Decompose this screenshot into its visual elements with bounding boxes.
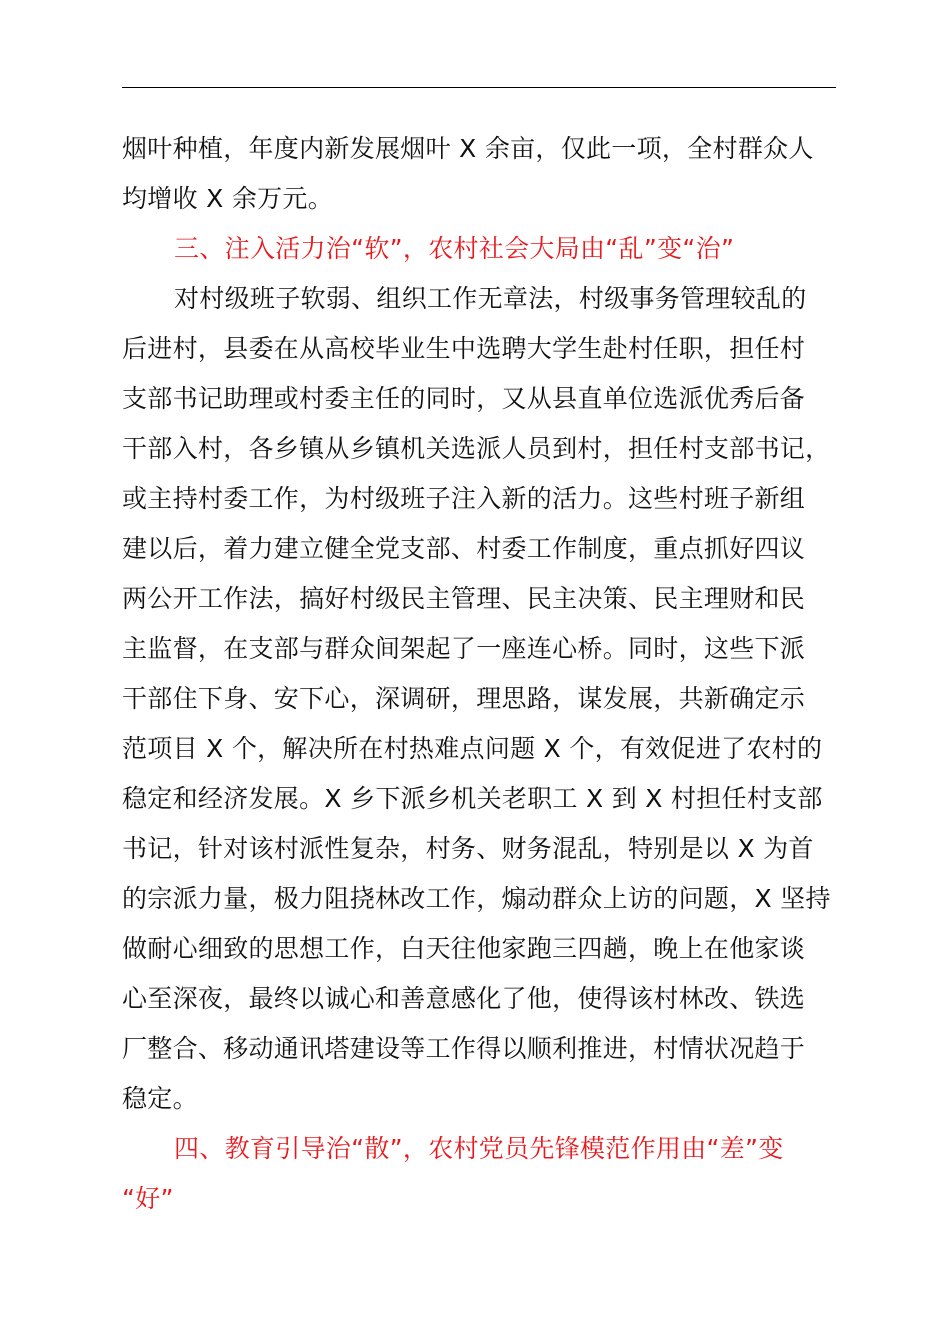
text-line: 两公开工作法，搞好村级民主管理、民主决策、民主理财和民: [122, 584, 806, 613]
text-line: 烟叶种植，年度内新发展烟叶 X 余亩，仅此一项，全村群众人: [122, 134, 814, 163]
paragraph-1: [122, 128, 836, 228]
text-line: 主监督，在支部与群众间架起了一座连心桥。同时，这些下派: [122, 634, 806, 663]
header-rule: [122, 87, 836, 88]
text-line: 后进村，县委在从高校毕业生中选聘大学生赴村任职，担任村: [122, 334, 806, 363]
text-line: 建以后，着力建立健全党支部、村委工作制度，重点抓好四议: [122, 534, 806, 563]
text-line: 稳定和经济发展。X 乡下派乡机关老职工 X 到 X 村担任村支部: [122, 784, 823, 813]
text-line: 干部入村，各乡镇从乡镇机关选派人员到村，担任村支部书记，: [122, 434, 831, 463]
paragraph-2: [122, 278, 836, 1128]
text-line: 干部住下身、安下心，深调研，理思路，谋发展，共新确定示: [122, 684, 806, 713]
text-line: 厂整合、移动通讯塔建设等工作得以顺利推进，村情状况趋于: [122, 1034, 806, 1063]
section-heading-3: 三、注入活力治“软”，农村社会大局由“乱”变“治”: [174, 234, 735, 263]
section-heading-4: [122, 1128, 836, 1228]
text-line: 做耐心细致的思想工作，白天往他家跑三四趟，晚上在他家谈: [122, 934, 806, 963]
heading-line: “好”: [122, 1184, 174, 1213]
document-body: [122, 128, 836, 1228]
text-line: 对村级班子软弱、组织工作无章法，村级事务管理较乱的: [174, 284, 807, 313]
text-line: 支部书记助理或村委主任的同时，又从县直单位选派优秀后备: [122, 384, 806, 413]
text-line: 书记，针对该村派性复杂，村务、财务混乱，特别是以 X 为首: [122, 834, 814, 863]
text-line: 均增收 X 余万元。: [122, 184, 334, 213]
text-line: 心至深夜，最终以诚心和善意感化了他，使得该村林改、铁选: [122, 984, 806, 1013]
text-line: 或主持村委工作，为村级班子注入新的活力。这些村班子新组: [122, 484, 806, 513]
text-line: 范项目 X 个，解决所在村热难点问题 X 个，有效促进了农村的: [122, 734, 823, 763]
heading-line: 四、教育引导治“散”，农村党员先锋模范作用由“差”变: [174, 1134, 784, 1163]
text-line: 稳定。: [122, 1084, 198, 1113]
text-line: 的宗派力量，极力阻挠林改工作，煽动群众上访的问题，X 坚持: [122, 884, 831, 913]
